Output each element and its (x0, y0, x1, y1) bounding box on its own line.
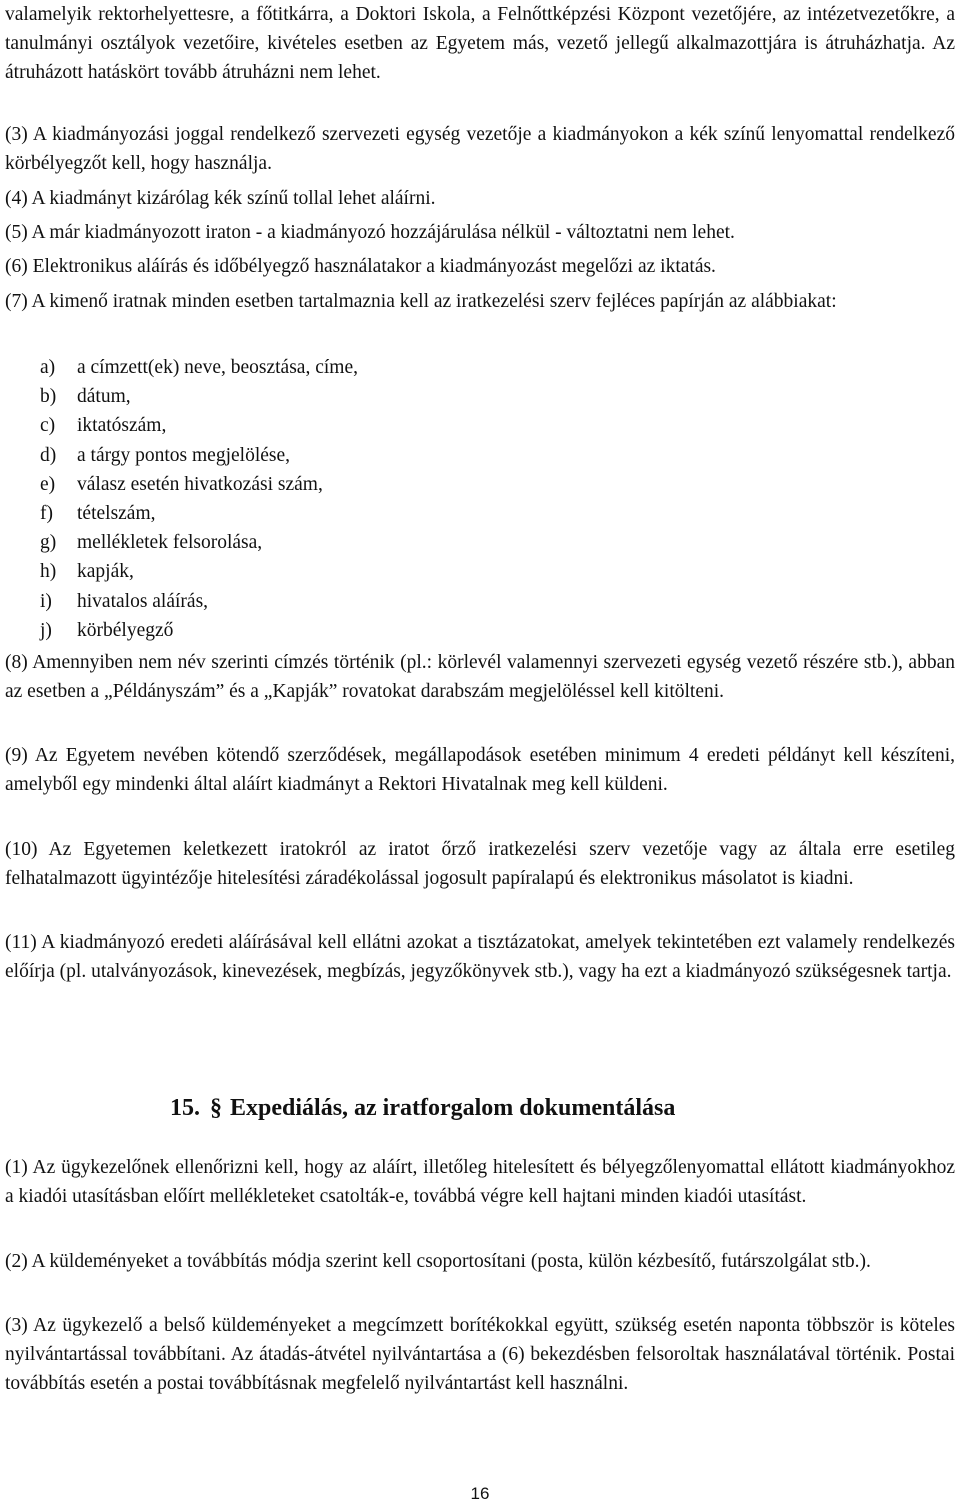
list-item-text: körbélyegző (77, 619, 174, 641)
paragraph-delegation: valamelyik rektorhelyettesre, a főtitkárra, a Doktori Iskola, a Felnőttképzési Központ vezetőjére, az intézetvezetőkre, a tanulmányi osztályok vezetőire, kivételes esetben az Egyetem más, vezető jellegű alkalmazottjára is átruházhatja. Az átruházott hatáskört tovább átruházni nem lehet. (5, 4, 955, 83)
paragraph-10: (10) Az Egyetemen keletkezett iratokról az iratot őrző iratkezelési szerv vezetője vagy az általa erre esetileg felhatalmazott ügyintézője hitelesítési záradékolással jogosult papíralapú és elektronikus másolatot is kiadni. (5, 839, 955, 889)
list-item-text: a tárgy pontos megjelölése, (77, 444, 291, 466)
list-item (40, 382, 640, 411)
list-item-text: hivatalos aláírás, (77, 590, 209, 612)
list-item-label: i) (40, 590, 52, 612)
list-item-text: iktatószám, (77, 415, 167, 437)
list-item (40, 616, 640, 645)
list-item-text: válasz esetén hivatkozási szám, (77, 473, 323, 495)
section-heading (170, 1090, 870, 1126)
list-item (40, 470, 640, 499)
section-sign: § (210, 1095, 222, 1121)
list-item (40, 528, 640, 557)
paragraph-4: (4) A kiadmányt kizárólag kék színű tollal lehet aláírni. (5, 188, 436, 209)
paragraph-expedition-1: (1) Az ügykezelőnek ellenőrizni kell, hogy az aláírt, illetőleg hitelesített és bélyegzőlenyomattal ellátott kiadmányokhoz a kiadói utasításban előírt mellékleteket csatolták-e, továbbá végre kell hajtani minden kiadói utasítást. (5, 1157, 955, 1207)
list-item-label: b) (40, 386, 57, 408)
list-item (40, 587, 640, 616)
list-item-label: e) (40, 473, 56, 495)
list-item-text: a címzett(ek) neve, beosztása, címe, (77, 357, 358, 378)
list-item (40, 557, 640, 586)
page-number: 16 (470, 1484, 490, 1503)
list-item (40, 499, 640, 528)
list-item-label: g) (40, 532, 57, 554)
list-item-text: kapják, (77, 561, 134, 583)
list-item-label: f) (40, 502, 53, 524)
list-item-label: j) (40, 619, 52, 641)
list-item-label: a) (40, 357, 56, 378)
list-item-label: h) (40, 561, 57, 583)
list-item (40, 441, 640, 470)
list-item-text: dátum, (77, 386, 131, 408)
required-contents-list (40, 353, 640, 645)
list-item (40, 353, 640, 382)
paragraph-5: (5) A már kiadmányozott iraton - a kiadmányozó hozzájárulása nélkül - változtatni nem lehet. (5, 222, 735, 243)
list-item-label: d) (40, 444, 57, 466)
paragraph-8: (8) Amennyiben nem név szerinti címzés történik (pl.: körlevél valamennyi szervezeti egység vezető részére stb.), abban az esetben a „Példányszám” és a „Kapják” rovatokat darabszám megjelöléssel kell kitölteni. (5, 652, 955, 702)
paragraph-3: (3) A kiadmányozási joggal rendelkező szervezeti egység vezetője a kiadmányokon a kék színű lenyomattal rendelkező körbélyegzőt kell, hogy használja. (5, 124, 955, 174)
paragraph-7: (7) A kimenő iratnak minden esetben tartalmaznia kell az iratkezelési szerv fejléces papírján az alábbiakat: (5, 291, 837, 312)
paragraph-6: (6) Elektronikus aláírás és időbélyegző használatakor a kiadmányozást megelőzi az iktatás. (5, 256, 716, 277)
paragraph-9: (9) Az Egyetem nevében kötendő szerződések, megállapodások esetében minimum 4 eredeti példányt kell készíteni, amelyből egy mindenki által aláírt kiadmányt a Rektori Hivatalnak meg kell küldeni. (5, 745, 955, 795)
list-item-text: tételszám, (77, 502, 156, 524)
list-item-text: mellékletek felsorolása, (77, 532, 263, 554)
list-item (40, 411, 640, 440)
section-number: 15. (170, 1095, 200, 1121)
paragraph-expedition-3: (3) Az ügykezelő a belső küldeményeket a megcímzett borítékokkal együtt, szükség esetén naponta többször is köteles nyilvántartással továbbítani. Az átadás-átvétel nyilvántartása a (6) bekezdésben felsoroltak használatával történik. Postai továbbítás esetén a postai továbbításnak megfelelő nyilvántartást kell használni. (5, 1315, 955, 1394)
paragraph-expedition-2: (2) A küldeményeket a továbbítás módja szerint kell csoportosítani (posta, külön kézbesítő, futárszolgálat stb.). (5, 1251, 871, 1272)
list-item-label: c) (40, 415, 56, 437)
paragraph-11: (11) A kiadmányozó eredeti aláírásával kell ellátni azokat a tisztázatokat, amelyek tekintetében ezt valamely rendelkezés előírja (pl. utalványozások, kinevezések, megbízás, jegyzőkönyvek stb.), vagy ha ezt a kiadmányozó szükségesnek tartja. (5, 932, 955, 982)
section-title: Expediálás, az iratforgalom dokumentálása (230, 1095, 676, 1121)
